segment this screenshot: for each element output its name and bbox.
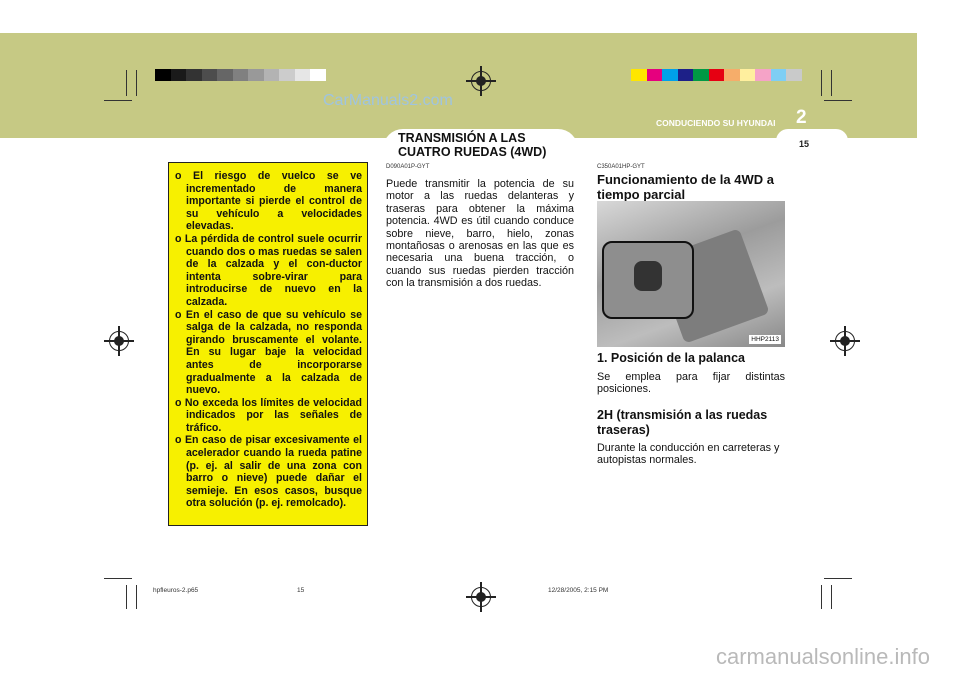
crop-mark <box>824 100 852 101</box>
doc-code: D090A01P-GYT <box>386 164 430 170</box>
footer-date: 12/28/2005, 2:15 PM <box>548 587 609 594</box>
section-title-line: CUATRO RUEDAS (4WD) <box>398 145 547 159</box>
lever-knob <box>634 261 662 291</box>
lever-position-heading: 1. Posición de la palanca <box>597 351 745 365</box>
crop-mark <box>104 100 132 101</box>
crop-mark <box>104 578 132 579</box>
registration-mark-icon <box>109 331 129 351</box>
intro-paragraph: Puede transmitir la potencia de su motor a las ruedas delanteras y traseras para obtener la máxima potencia. 4WD es útil cuando conduce sobre nieve, barro, hielo, zonas montañosas o arenosas en las que es necesaria una buena tracción, o cuando sus ruedas pierden tracción con la transmisión a dos ruedas. <box>386 178 574 290</box>
section-title <box>398 131 573 159</box>
lever-position-text: Se emplea para fijar distintas posiciones. <box>597 371 785 396</box>
chapter-number: 2 <box>796 107 807 128</box>
footer-file: hpfleuros-2.p65 <box>153 587 199 594</box>
intro-column <box>386 164 574 290</box>
page-number: 15 <box>799 139 810 149</box>
crop-mark <box>821 585 822 609</box>
warning-item: o En el caso de que su vehículo se salga de la calzada, no responda girando bruscamente el volante. En su lugar baje la velocidad antes de incorporarse gradualmente a la calzada de nuevo. <box>175 308 362 397</box>
crop-mark <box>821 70 822 96</box>
warning-box <box>168 162 368 526</box>
warning-item: o En caso de pisar excesivamente el acelerador cuando la rueda patine (p. ej. al salir de una zona con barro o nieve) puede dañar el semieje. En esos casos, busque otra solución (p. ej. remolcado). <box>175 434 362 510</box>
crop-mark <box>126 585 127 609</box>
crop-mark <box>136 70 137 96</box>
figure-label: HHP2113 <box>751 336 779 343</box>
crop-mark <box>831 585 832 609</box>
lever-detail-inset <box>602 241 694 319</box>
bottom-watermark-area <box>0 612 960 678</box>
2h-heading: 2H (transmisión a las ruedas traseras) <box>597 408 768 437</box>
color-strip <box>631 69 802 81</box>
chapter-label: CONDUCIENDO SU HYUNDAI <box>656 118 776 128</box>
registration-mark-icon <box>471 71 491 91</box>
section-title-line: TRANSMISIÓN A LAS <box>398 131 526 145</box>
warning-item: o La pérdida de control suele ocurrir cuando dos o mas ruedas se salen de la calzada y el con-ductor intenta sobre-virar para introducirse de nuevo en la calzada. <box>175 232 362 308</box>
transfer-lever-photo <box>597 201 785 347</box>
warning-item: o El riesgo de vuelco se ve incrementado de manera importante si pierde el control de su vehículo a velocidades elevadas. <box>175 170 362 233</box>
watermark[interactable]: CarManuals2.com <box>323 92 453 109</box>
2h-text: Durante la conducción en carreteras y autopistas normales. <box>597 442 780 467</box>
doc-code: C350A01HP-GYT <box>597 164 645 170</box>
crop-mark <box>831 70 832 96</box>
crop-mark <box>824 578 852 579</box>
registration-mark-icon <box>835 331 855 351</box>
page-tab <box>776 129 848 147</box>
crop-mark <box>136 585 137 609</box>
footer-page: 15 <box>297 587 305 594</box>
bottom-watermark[interactable]: carmanualsonline.info <box>715 644 930 669</box>
crop-mark <box>126 70 127 96</box>
registration-mark-icon <box>471 587 491 607</box>
operation-heading: Funcionamiento de la 4WD a tiempo parcial <box>597 172 774 202</box>
grayscale-strip <box>155 69 326 81</box>
operation-column <box>597 164 785 202</box>
warning-item: o No exceda los límites de velocidad indicados por las señales de tráfico. <box>175 396 362 434</box>
header-band <box>0 33 917 138</box>
